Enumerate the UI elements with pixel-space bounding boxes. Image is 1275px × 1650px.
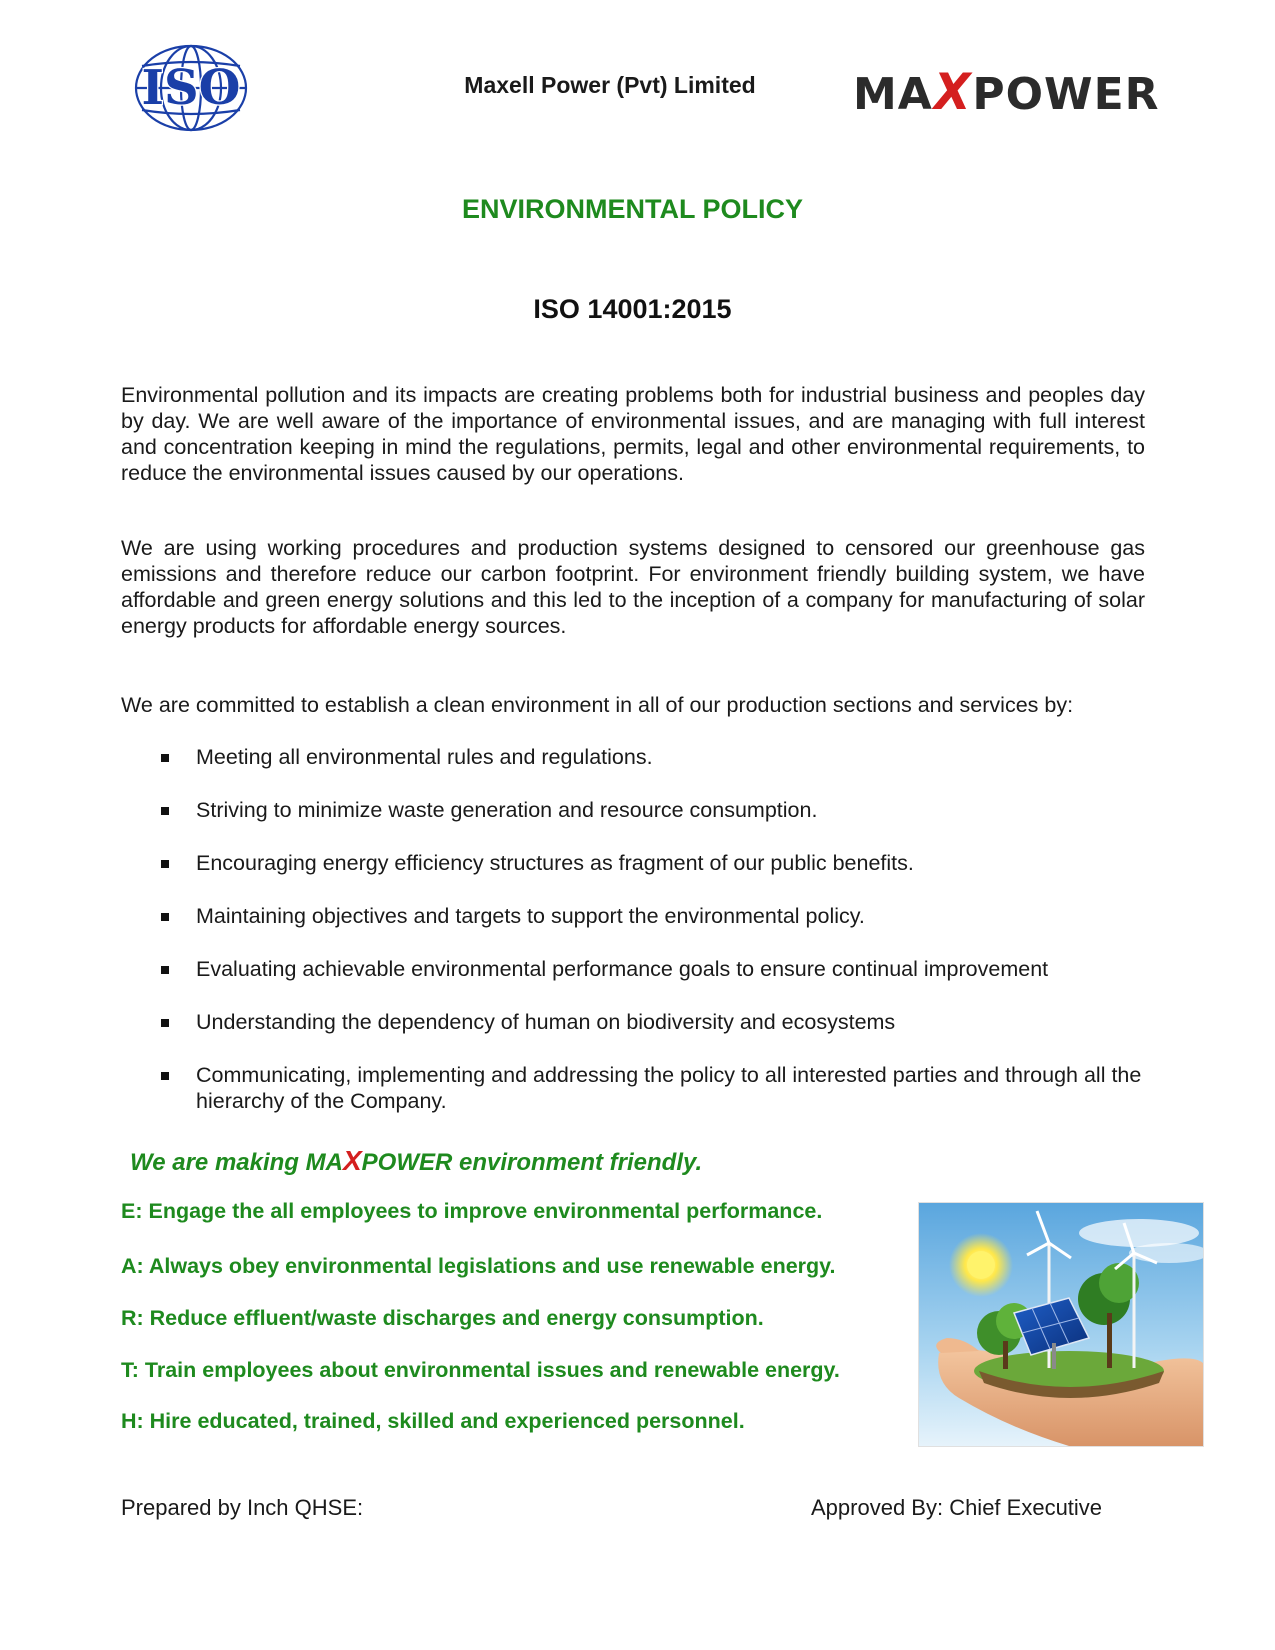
acronym-item-h: H: Hire educated, trained, skilled and experienced personnel. [121, 1409, 745, 1433]
list-item [121, 1062, 1161, 1114]
prepared-by: Prepared by Inch QHSE: [121, 1495, 364, 1520]
page-title-text: ENVIRONMENTAL POLICY [461, 194, 804, 224]
company-name: Maxell Power (Pvt) Limited [464, 72, 756, 98]
list-item [121, 744, 1161, 770]
list-item-text: Evaluating achievable environmental performance goals to ensure continual improvement [196, 957, 1049, 981]
acronym-item-a: A: Always obey environmental legislations and use renewable energy. [121, 1254, 836, 1278]
motto-x: X [342, 1145, 362, 1176]
page-subtitle [0, 294, 1275, 325]
acronym-item-r: R: Reduce effluent/waste discharges and energy consumption. [121, 1306, 764, 1330]
list-item [121, 850, 1161, 876]
paragraph-intro: Environmental pollution and its impacts are creating problems both for industrial business and peoples day by day. We are well aware of the importance of environmental issues, and are managing with full interest and concentration keeping in mind the regulations, permits, legal and other environmental requirements, to reduce the environmental issues caused by our operations. [121, 383, 1145, 485]
bullet-square-icon [161, 966, 169, 974]
list-item [121, 1009, 1161, 1035]
list-item-text: Encouraging energy efficiency structures as fragment of our public benefits. [196, 851, 914, 875]
acronym-item-t: T: Train employees about environmental issues and renewable energy. [121, 1358, 840, 1382]
list-item-text: Striving to minimize waste generation and resource consumption. [196, 798, 818, 822]
bullet-square-icon [161, 1072, 169, 1080]
bullet-square-icon [161, 913, 169, 921]
bullet-square-icon [161, 860, 169, 868]
list-item-text: Understanding the dependency of human on biodiversity and ecosystems [196, 1010, 896, 1034]
iso-logo [130, 42, 252, 134]
motto-before: We are making MA [130, 1149, 343, 1176]
motto-after: POWER environment friendly. [361, 1149, 703, 1176]
paragraph-procedures: We are using working procedures and production systems designed to censored our greenhouse gas emissions and therefore reduce our carbon footprint. For environment friendly building system, we have affordable and green energy solutions and this led to the inception of a company for manufacturing of solar energy products for affordable energy sources. [121, 536, 1145, 638]
paragraph-commitment: We are committed to establish a clean environment in all of our production sections and services by: [121, 693, 1074, 717]
list-item [121, 903, 1161, 929]
list-item-text: Maintaining objectives and targets to support the environmental policy. [196, 904, 865, 928]
acronym-item-e: E: Engage the all employees to improve environmental performance. [121, 1199, 823, 1223]
list-item-text: Communicating, implementing and addressing the policy to all interested parties and through all the hierarchy of the Company. [196, 1063, 1142, 1113]
bullet-square-icon [161, 754, 169, 762]
brand-part1: MA [853, 69, 933, 120]
bullet-square-icon [161, 807, 169, 815]
hand-solar-panel-picture [918, 1202, 1204, 1447]
page-title [0, 194, 1275, 225]
list-item [121, 797, 1161, 823]
bullet-square-icon [161, 1019, 169, 1027]
brand-x: X [933, 63, 972, 121]
motto [130, 1145, 702, 1177]
maxpower-logo [853, 64, 1173, 120]
list-item [121, 956, 1161, 982]
approved-by: Approved By: Chief Executive [811, 1495, 1103, 1520]
page-subtitle-text: ISO 14001:2015 [533, 294, 732, 324]
commitment-list [121, 744, 1161, 1141]
list-item-text: Meeting all environmental rules and regulations. [196, 745, 653, 769]
brand-part2: POWER [972, 69, 1160, 120]
iso-logo-text: ISO [141, 60, 241, 116]
